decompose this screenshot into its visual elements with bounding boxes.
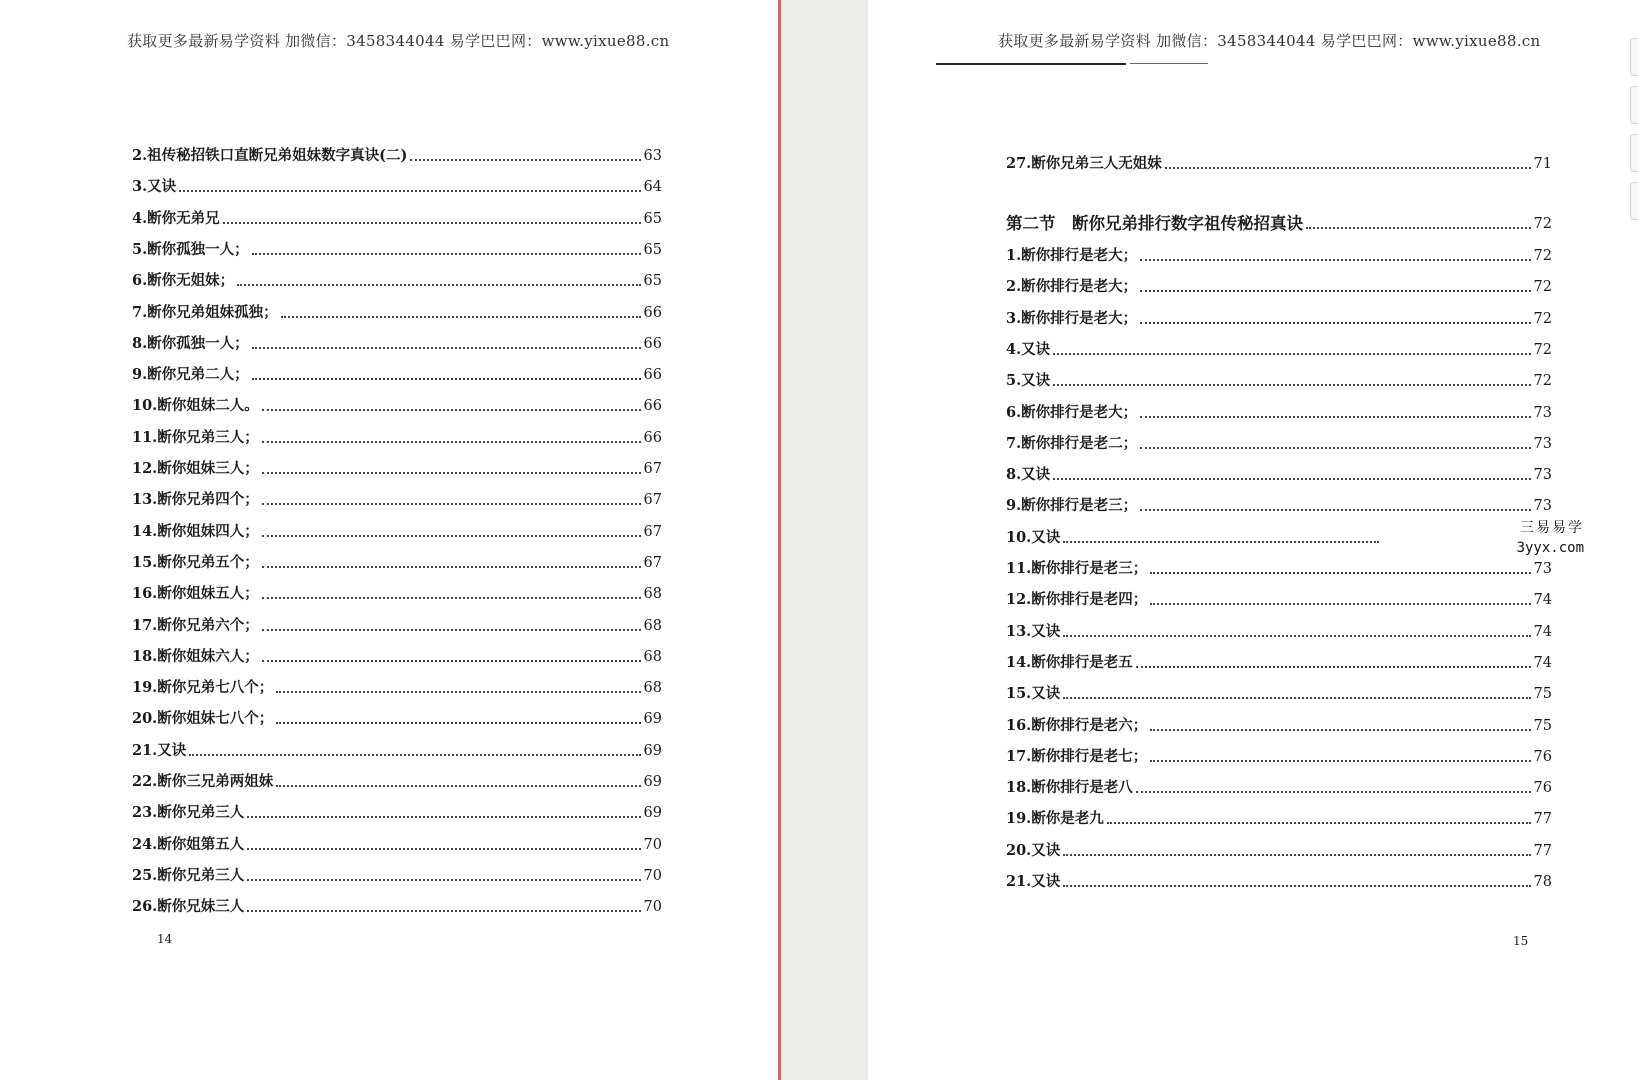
- dot-leader: [247, 879, 640, 881]
- entry-page-number: 70: [643, 836, 662, 853]
- watermark-domain: 3yyx.com: [1516, 540, 1584, 556]
- toc-entry: [132, 490, 662, 510]
- entry-page-number: 69: [643, 742, 662, 759]
- toc-entry: [1006, 809, 1552, 829]
- entry-title: 22.断你三兄弟两姐妹: [132, 773, 274, 790]
- dot-leader: [262, 629, 641, 631]
- toc-entry: [132, 240, 662, 260]
- entry-page-number: 68: [643, 586, 662, 603]
- entry-title: 18.断你姐妹六人；: [132, 647, 259, 665]
- entry-title: 9.断你排行是老三；: [1006, 497, 1138, 515]
- toc-entry: [132, 709, 662, 729]
- dot-leader: [1140, 447, 1530, 449]
- entry-page-number: 69: [643, 805, 662, 822]
- entry-title: 3.断你排行是老大；: [1006, 309, 1138, 327]
- toc-entry: [132, 303, 662, 323]
- dot-leader: [223, 222, 641, 224]
- entry-page-number: 72: [1533, 310, 1552, 327]
- dot-leader: [247, 816, 640, 818]
- toc-entry: [1006, 496, 1552, 516]
- toc-entry: [1006, 340, 1552, 360]
- entry-title: 24.断你姐第五人: [132, 835, 245, 853]
- entry-title: 6.断你无姐妹；: [132, 272, 235, 290]
- entry-page-number: 73: [1533, 435, 1552, 452]
- entry-page-number: 75: [1533, 686, 1552, 703]
- dot-leader: [262, 409, 641, 411]
- entry-title: 2.断你排行是老大；: [1006, 278, 1138, 296]
- toc-entry: [132, 741, 662, 761]
- toc-entry: [1006, 309, 1552, 329]
- dot-leader: [1140, 416, 1530, 418]
- entry-page-number: 73: [1533, 404, 1552, 421]
- toc-entry: [1006, 246, 1552, 266]
- dot-leader: [1053, 384, 1530, 386]
- entry-title: 14.断你排行是老五: [1006, 653, 1133, 671]
- entry-page-number: 74: [1533, 592, 1552, 609]
- toc-entry: [132, 584, 662, 604]
- dot-leader: [1140, 259, 1530, 261]
- entry-page-number: 78: [1533, 874, 1552, 890]
- entry-title: 21.又诀: [1006, 873, 1061, 890]
- dot-leader: [1053, 353, 1530, 355]
- toc-entry: [132, 866, 662, 886]
- entry-title: 23.断你兄弟三人: [132, 804, 245, 822]
- watermark-chinese: 三易易学: [1520, 520, 1584, 536]
- dot-leader: [247, 848, 640, 850]
- entry-page-number: 68: [643, 648, 662, 665]
- dot-leader: [276, 785, 640, 787]
- entry-title: 8.又诀: [1006, 466, 1051, 484]
- page-header: 获取更多最新易学资料 加微信：3458344044 易学巴巴网：www.yixue88.cn: [998, 32, 1541, 50]
- toc-entry: [1006, 622, 1552, 642]
- toc-entry: [132, 365, 662, 385]
- entry-page-number: 77: [1533, 842, 1552, 859]
- toc-entry: [132, 803, 662, 823]
- entry-title: 19.断你兄弟七八个；: [132, 679, 274, 697]
- entry-title: 20.又诀: [1006, 841, 1061, 859]
- entry-page-number: 63: [643, 148, 662, 164]
- dot-leader: [262, 597, 641, 599]
- entry-title: 2.祖传秘招铁口直断兄弟姐妹数字真诀(二): [132, 147, 408, 164]
- entry-page-number: 74: [1533, 654, 1552, 671]
- entry-page-number: 66: [643, 429, 662, 446]
- toc-entry: [1006, 590, 1552, 610]
- page-number: 14: [157, 932, 173, 946]
- entry-page-number: 67: [643, 461, 662, 477]
- toc-entry: [132, 772, 662, 792]
- dot-leader: [252, 347, 641, 349]
- dot-leader: [281, 316, 641, 318]
- toc-entry: [132, 146, 662, 166]
- entry-title: 8.断你孤独一人；: [132, 334, 249, 352]
- section-heading: [1006, 214, 1552, 234]
- header-rule: [936, 63, 1126, 65]
- entry-page-number: 66: [643, 367, 662, 384]
- toc-entry: [132, 459, 662, 479]
- entry-page-number: 76: [1533, 780, 1552, 797]
- entry-page-number: 69: [643, 774, 662, 790]
- entry-title: 15.又诀: [1006, 685, 1061, 703]
- entry-page-number: 67: [643, 554, 662, 571]
- dot-leader: [1063, 854, 1530, 856]
- entry-title: 11.断你排行是老三；: [1006, 560, 1148, 577]
- dot-leader: [1140, 322, 1530, 324]
- entry-title: 21.又诀: [132, 741, 187, 759]
- toc-entry: [1006, 559, 1552, 579]
- dot-leader: [1063, 885, 1530, 887]
- dot-leader: [410, 159, 640, 161]
- dot-leader: [262, 660, 641, 662]
- entry-title: 9.断你兄弟二人；: [132, 366, 249, 384]
- right-page: [868, 0, 1638, 1080]
- dot-leader: [1165, 167, 1531, 169]
- entry-title: 15.断你兄弟五个；: [132, 553, 259, 571]
- entry-page-number: 65: [643, 241, 662, 258]
- entry-page-number: 73: [1533, 561, 1552, 577]
- toc-entry: [132, 678, 662, 698]
- entry-title: 27.断你兄弟三人无姐妹: [1006, 155, 1162, 172]
- entry-page-number: 66: [643, 304, 662, 321]
- toc-entry: [132, 835, 662, 855]
- dot-leader: [1063, 697, 1530, 699]
- entry-title: 16.断你排行是老六；: [1006, 716, 1148, 734]
- entry-title: 5.断你孤独一人；: [132, 240, 249, 258]
- entry-page-number: 70: [643, 899, 662, 916]
- entry-title: 19.断你是老九: [1006, 810, 1104, 828]
- dot-leader: [1150, 572, 1530, 574]
- entry-page-number: 72: [1533, 279, 1552, 296]
- dot-leader: [276, 722, 640, 724]
- toc-entry: [132, 897, 662, 917]
- side-tabs: [1630, 38, 1638, 230]
- entry-title: 26.断你兄妹三人: [132, 898, 245, 916]
- entry-title: 13.又诀: [1006, 622, 1061, 640]
- toc-entry: [132, 522, 662, 542]
- entry-title: 14.断你姐妹四人；: [132, 522, 259, 540]
- dot-leader: [1063, 541, 1379, 543]
- toc-entry: [1006, 465, 1552, 485]
- entry-page-number: 66: [643, 335, 662, 352]
- dot-leader: [1140, 290, 1530, 292]
- entry-page-number: 73: [1533, 498, 1552, 515]
- entry-title: 18.断你排行是老八: [1006, 779, 1133, 797]
- toc-entry: [1006, 277, 1552, 297]
- entry-page-number: 66: [643, 398, 662, 415]
- watermark: [1474, 518, 1584, 558]
- side-tab[interactable]: [1630, 134, 1638, 172]
- dot-leader: [262, 503, 641, 505]
- entry-title: 4.又诀: [1006, 340, 1051, 358]
- dot-leader: [1150, 729, 1530, 731]
- toc-entry: [1006, 872, 1552, 892]
- toc-entry: [132, 553, 662, 573]
- toc-entry: [1006, 154, 1552, 174]
- entry-title: 3.又诀: [132, 178, 177, 196]
- entry-page-number: 72: [1533, 341, 1552, 358]
- toc-entry: [132, 428, 662, 448]
- header-rule: [1130, 63, 1208, 64]
- toc-entry: [1006, 747, 1552, 767]
- toc-entry: [1006, 716, 1552, 736]
- entry-title: 11.断你兄弟三人；: [132, 428, 259, 446]
- dot-leader: [262, 535, 641, 537]
- toc-entry: [1006, 778, 1552, 798]
- entry-page-number: 73: [1533, 467, 1552, 484]
- entry-title: 6.断你排行是老大；: [1006, 403, 1138, 421]
- entry-title: 17.断你排行是老七；: [1006, 747, 1148, 765]
- entry-page-number: 68: [643, 617, 662, 634]
- entry-title: 16.断你姐妹五人；: [132, 585, 259, 603]
- side-tab[interactable]: [1630, 38, 1638, 76]
- toc-entry: [1006, 434, 1552, 454]
- dot-leader: [1150, 603, 1530, 605]
- dot-leader: [1053, 478, 1530, 480]
- dot-leader: [1136, 791, 1531, 793]
- dot-leader: [1150, 760, 1530, 762]
- dot-leader: [1136, 666, 1531, 668]
- toc-entry: [1006, 684, 1552, 704]
- toc-entry: [132, 209, 662, 229]
- dot-leader: [1140, 509, 1530, 511]
- entry-title: 10.又诀: [1006, 528, 1061, 546]
- entry-page-number: 72: [1533, 248, 1552, 264]
- entry-page-number: 72: [1533, 373, 1552, 390]
- dot-leader: [252, 378, 641, 380]
- entry-title: 1.断你排行是老大；: [1006, 247, 1138, 264]
- dot-leader: [1306, 227, 1531, 229]
- entry-page-number: 74: [1533, 623, 1552, 640]
- dot-leader: [262, 472, 641, 474]
- toc-entry: [1006, 841, 1552, 861]
- dot-leader: [179, 190, 640, 192]
- left-page: [0, 0, 781, 1080]
- dot-leader: [276, 691, 640, 693]
- toc-entry: [1006, 528, 1382, 548]
- entry-page-number: 64: [643, 179, 662, 196]
- toc-entry: [1006, 653, 1552, 673]
- entry-page-number: 68: [643, 680, 662, 697]
- entry-title: 7.断你排行是老二；: [1006, 434, 1138, 452]
- page-header: 获取更多最新易学资料 加微信：3458344044 易学巴巴网：www.yixue88.cn: [127, 32, 670, 50]
- entry-title: 4.断你无弟兄: [132, 209, 220, 227]
- entry-title: 7.断你兄弟姐妹孤独；: [132, 303, 278, 321]
- entry-title: 12.断你排行是老四；: [1006, 591, 1148, 609]
- entry-page-number: 69: [643, 711, 662, 728]
- dot-leader: [1063, 635, 1530, 637]
- toc-entry: [132, 271, 662, 291]
- dot-leader: [262, 441, 641, 443]
- entry-page-number: 65: [643, 273, 662, 290]
- entry-page-number: 77: [1533, 811, 1552, 828]
- entry-title: 10.断你姐妹二人。: [132, 397, 259, 415]
- entry-title: 17.断你兄弟六个；: [132, 616, 259, 634]
- dot-leader: [1107, 822, 1531, 824]
- page-number: 15: [1513, 934, 1529, 948]
- toc-entry: [1006, 371, 1552, 391]
- dot-leader: [262, 566, 641, 568]
- side-tab[interactable]: [1630, 182, 1638, 220]
- dot-leader: [247, 910, 640, 912]
- entry-title: 20.断你姐妹七八个；: [132, 710, 274, 728]
- dot-leader: [189, 754, 640, 756]
- entry-page-number: 65: [643, 210, 662, 227]
- entry-page-number: 67: [643, 492, 662, 509]
- entry-page-number: 71: [1533, 156, 1552, 172]
- toc-entry: [1006, 403, 1552, 423]
- entry-title: 12.断你姐妹三人；: [132, 460, 259, 477]
- entry-page-number: 67: [643, 523, 662, 540]
- toc-entry: [132, 177, 662, 197]
- dot-leader: [252, 253, 641, 255]
- entry-page-number: 76: [1533, 748, 1552, 765]
- entry-title: 第二节 断你兄弟排行数字祖传秘招真诀: [1006, 214, 1303, 233]
- side-tab[interactable]: [1630, 86, 1638, 124]
- dot-leader: [237, 284, 640, 286]
- entry-page-number: 75: [1533, 717, 1552, 734]
- toc-entry: [132, 396, 662, 416]
- toc-entry: [132, 647, 662, 667]
- toc-entry: [132, 334, 662, 354]
- entry-title: 13.断你兄弟四个；: [132, 491, 259, 509]
- entry-title: 25.断你兄弟三人: [132, 866, 245, 884]
- entry-page-number: 70: [643, 867, 662, 884]
- toc-entry: [132, 616, 662, 636]
- entry-page-number: 72: [1533, 216, 1552, 232]
- entry-title: 5.又诀: [1006, 372, 1051, 390]
